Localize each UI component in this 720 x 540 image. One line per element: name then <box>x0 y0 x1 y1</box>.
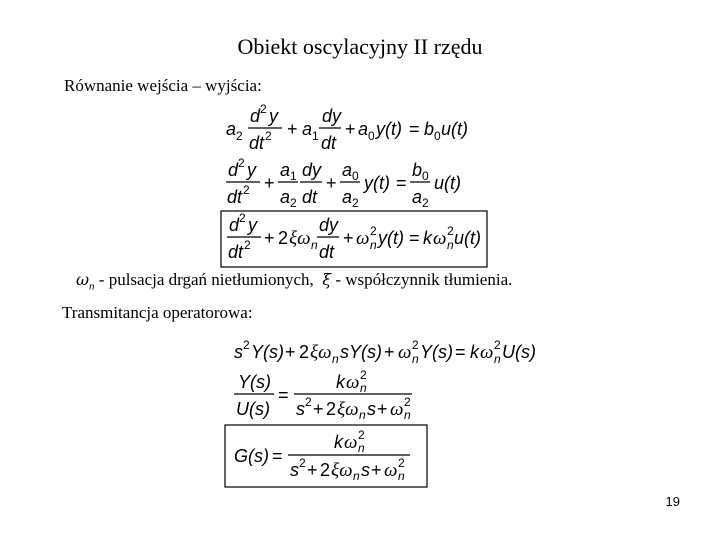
svg-text:n: n <box>311 238 318 252</box>
svg-text:2: 2 <box>290 196 297 210</box>
svg-text:2: 2 <box>260 102 267 116</box>
svg-text:u(t): u(t) <box>454 228 481 248</box>
svg-text:dt: dt <box>302 187 318 207</box>
svg-text:y(t): y(t) <box>378 228 404 248</box>
svg-text:k: k <box>470 342 479 362</box>
svg-text:s: s <box>290 460 299 480</box>
svg-text:ξω: ξω <box>289 228 311 249</box>
svg-text:ω: ω <box>480 342 494 363</box>
io-equation-3-boxed <box>220 210 488 268</box>
svg-text:dy: dy <box>302 160 322 180</box>
svg-text:2: 2 <box>404 395 411 409</box>
svg-text:dt: dt <box>227 187 243 207</box>
svg-text:2: 2 <box>360 368 367 382</box>
svg-text:2: 2 <box>370 224 377 238</box>
svg-text:1: 1 <box>312 129 319 143</box>
svg-text:2: 2 <box>305 395 312 409</box>
svg-text:n: n <box>332 352 339 366</box>
svg-text:+: + <box>264 173 275 193</box>
svg-text:y: y <box>269 106 278 126</box>
xi-description: - współczynnik tłumienia. <box>331 270 513 289</box>
svg-text:n: n <box>353 469 360 483</box>
svg-text:2: 2 <box>422 196 429 210</box>
svg-text:Y(s): Y(s) <box>251 342 284 362</box>
svg-text:G(s): G(s) <box>234 446 269 466</box>
svg-text:ω: ω <box>356 228 370 249</box>
svg-text:Y(s): Y(s) <box>238 372 271 392</box>
svg-text:ω: ω <box>346 372 360 393</box>
svg-text:+: + <box>264 228 275 248</box>
svg-text:k: k <box>334 432 343 452</box>
svg-text:a: a <box>412 187 423 207</box>
svg-text:2: 2 <box>299 342 310 362</box>
svg-text:a: a <box>302 119 313 139</box>
svg-text:u(t): u(t) <box>434 173 461 193</box>
svg-text:=: = <box>396 173 407 193</box>
svg-text:+: + <box>287 119 298 139</box>
svg-text:n: n <box>370 238 377 252</box>
page-title: Obiekt oscylacyjny II rzędu <box>237 34 483 59</box>
transfer-function-boxed <box>224 424 428 488</box>
omega-subscript: n <box>89 280 95 293</box>
svg-text:a: a <box>226 119 237 139</box>
svg-text:=: = <box>409 228 420 248</box>
svg-text:=: = <box>409 119 420 139</box>
svg-text:2: 2 <box>494 338 501 352</box>
svg-text:2: 2 <box>238 156 245 170</box>
svg-text:2: 2 <box>320 460 331 480</box>
svg-text:u(t): u(t) <box>441 119 468 139</box>
svg-text:y: y <box>247 160 256 180</box>
svg-text:+: + <box>343 228 354 248</box>
svg-text:y(t): y(t) <box>376 119 402 139</box>
svg-text:=: = <box>278 385 289 405</box>
svg-text:n: n <box>447 238 454 252</box>
svg-text:n: n <box>359 408 366 422</box>
svg-text:n: n <box>360 381 367 395</box>
svg-text:sY(s): sY(s) <box>340 342 382 362</box>
svg-text:+: + <box>313 399 324 419</box>
svg-text:+: + <box>326 173 337 193</box>
svg-text:ω: ω <box>384 460 398 481</box>
svg-text:d: d <box>228 160 239 180</box>
svg-text:b: b <box>424 119 435 139</box>
svg-text:ω: ω <box>433 228 447 249</box>
page-number: 19 <box>665 494 680 509</box>
svg-text:0: 0 <box>434 129 441 143</box>
svg-text:d: d <box>229 215 240 235</box>
svg-text:ω: ω <box>344 432 358 453</box>
svg-text:2: 2 <box>398 456 405 470</box>
svg-text:1: 1 <box>290 169 297 183</box>
svg-text:s: s <box>367 399 376 419</box>
svg-text:2: 2 <box>447 224 454 238</box>
svg-text:Y(s): Y(s) <box>420 342 453 362</box>
parameter-legend <box>76 270 512 292</box>
svg-text:y: y <box>248 215 257 235</box>
svg-text:+: + <box>307 460 318 480</box>
svg-text:ω: ω <box>398 342 412 363</box>
omega-symbol: ω <box>76 270 90 289</box>
svg-text:n: n <box>494 352 501 366</box>
svg-text:n: n <box>404 408 411 422</box>
svg-text:2: 2 <box>326 399 337 419</box>
svg-text:2: 2 <box>358 428 365 442</box>
svg-text:n: n <box>398 469 405 483</box>
laplace-equation <box>232 336 542 368</box>
svg-text:2: 2 <box>239 211 246 225</box>
svg-text:s: s <box>296 399 305 419</box>
svg-text:+: + <box>345 119 356 139</box>
io-equation-1 <box>224 102 468 154</box>
svg-text:2: 2 <box>243 183 250 197</box>
svg-text:n: n <box>412 352 419 366</box>
svg-text:U(s): U(s) <box>236 399 270 419</box>
svg-text:a: a <box>358 119 369 139</box>
svg-text:ξω: ξω <box>337 399 359 420</box>
svg-text:2: 2 <box>243 338 250 352</box>
svg-text:k: k <box>423 228 432 248</box>
svg-text:ξω: ξω <box>331 460 353 481</box>
svg-text:2: 2 <box>352 196 359 210</box>
svg-text:a: a <box>280 160 291 180</box>
svg-text:0: 0 <box>352 169 359 183</box>
svg-text:dt: dt <box>321 133 337 153</box>
svg-text:2: 2 <box>236 129 243 143</box>
svg-text:ξω: ξω <box>310 342 332 363</box>
svg-text:+: + <box>377 399 388 419</box>
svg-text:y(t): y(t) <box>364 173 390 193</box>
svg-text:a: a <box>342 187 353 207</box>
transfer-function-heading: Transmitancja operatorowa: <box>62 303 253 322</box>
svg-text:0: 0 <box>368 129 375 143</box>
svg-text:b: b <box>412 160 423 180</box>
svg-text:s: s <box>234 342 243 362</box>
svg-text:dt: dt <box>228 242 244 262</box>
svg-text:2: 2 <box>265 129 272 143</box>
svg-text:a: a <box>342 160 353 180</box>
svg-text:d: d <box>250 106 261 126</box>
svg-text:k: k <box>336 372 345 392</box>
io-equation-2 <box>224 158 474 210</box>
svg-text:a: a <box>280 187 291 207</box>
svg-text:dt: dt <box>319 242 335 262</box>
svg-text:2: 2 <box>412 338 419 352</box>
transfer-ratio-equation <box>232 370 422 422</box>
svg-text:n: n <box>358 441 365 455</box>
svg-text:2: 2 <box>278 228 289 248</box>
svg-text:+: + <box>371 460 382 480</box>
svg-text:s: s <box>361 460 370 480</box>
svg-text:+: + <box>384 342 395 362</box>
svg-text:0: 0 <box>422 169 429 183</box>
svg-text:=: = <box>272 446 283 466</box>
svg-text:dy: dy <box>319 215 339 235</box>
svg-text:=: = <box>455 342 466 362</box>
svg-text:2: 2 <box>244 238 251 252</box>
svg-text:+: + <box>285 342 296 362</box>
svg-text:2: 2 <box>299 456 306 470</box>
io-equation-heading: Równanie wejścia – wyjścia: <box>64 76 262 95</box>
svg-text:ω: ω <box>390 399 404 420</box>
omega-description: - pulsacja drgań nietłumionych, <box>94 270 314 289</box>
svg-text:dy: dy <box>322 106 342 126</box>
svg-text:dt: dt <box>249 133 265 153</box>
svg-text:U(s): U(s) <box>502 342 536 362</box>
xi-symbol: ξ <box>322 270 332 289</box>
